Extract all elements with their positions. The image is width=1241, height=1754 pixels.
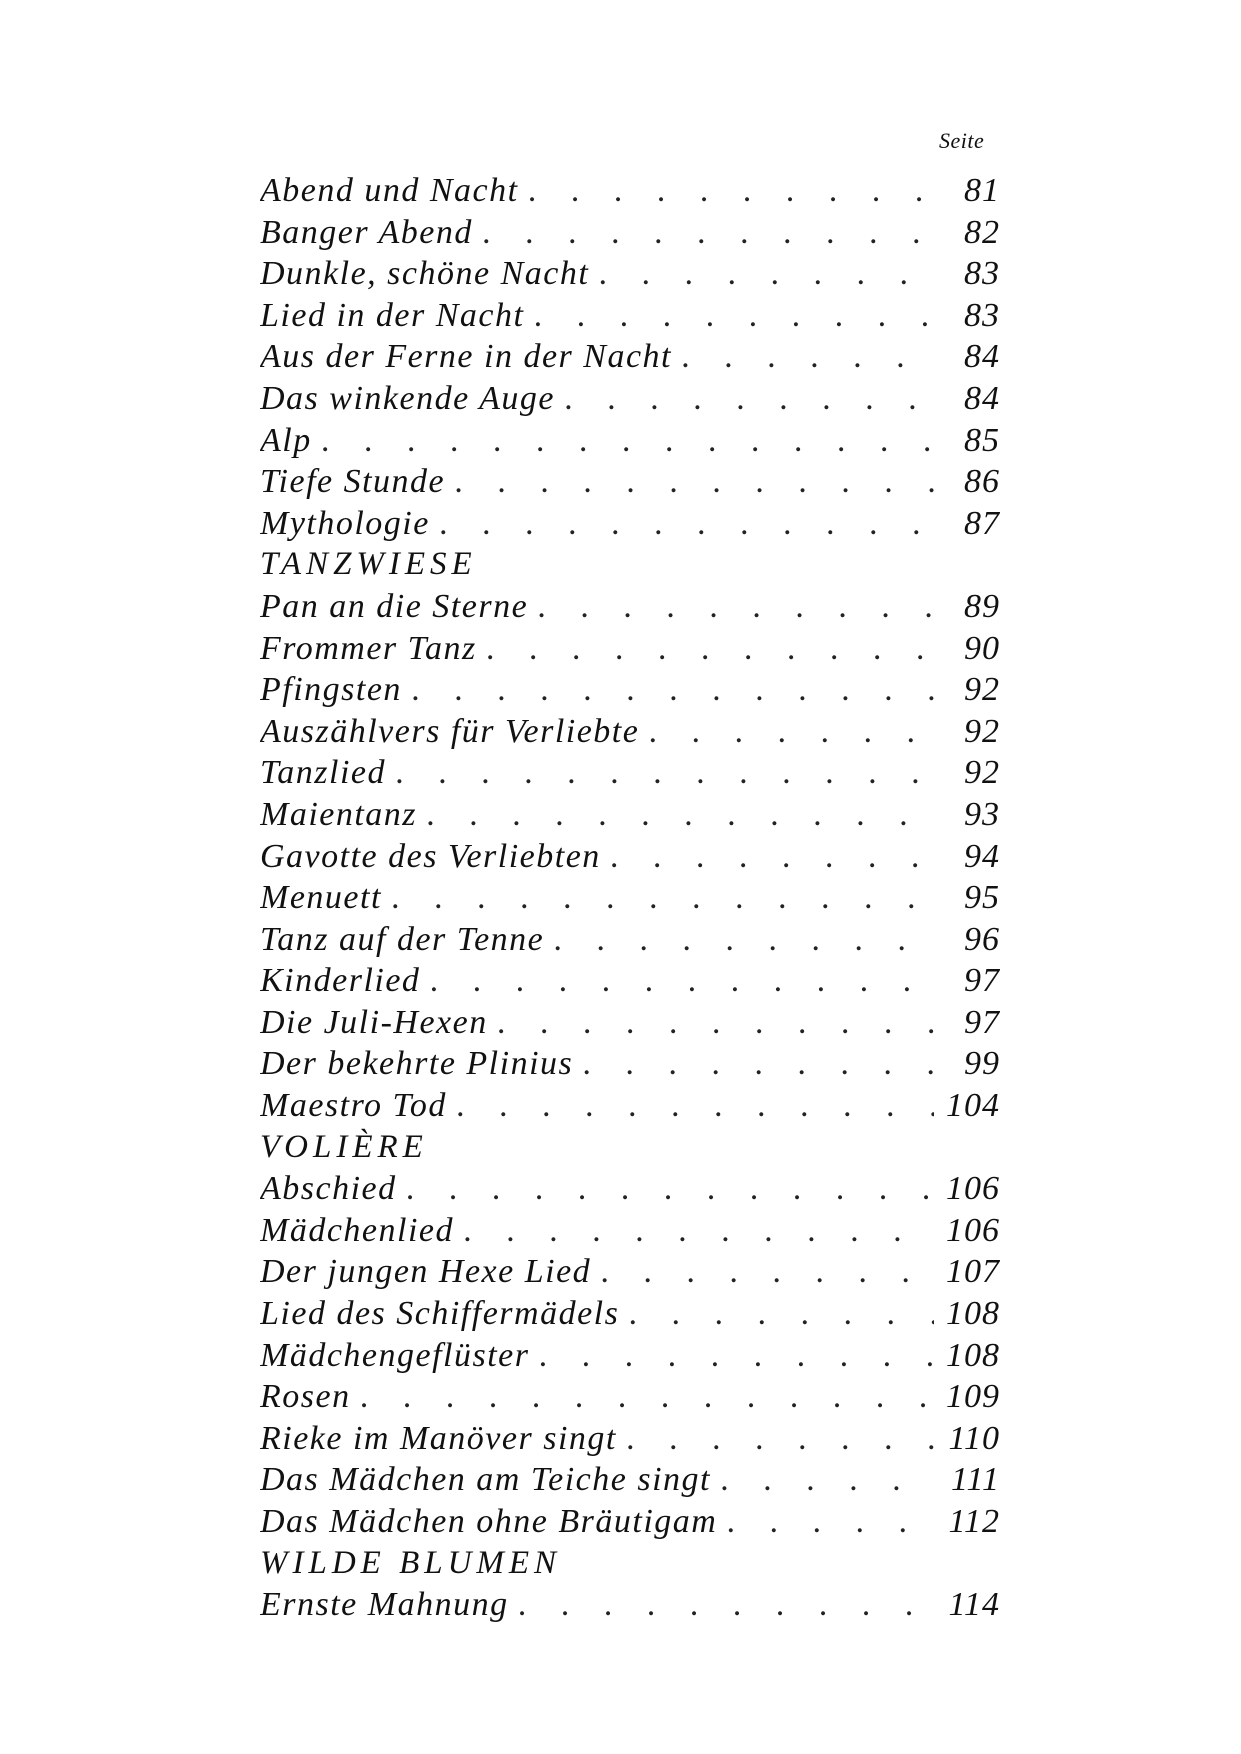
dot-leader	[599, 253, 934, 295]
entry-page-number: 83	[964, 296, 1000, 334]
toc-entry	[260, 461, 1000, 503]
dot-leader	[464, 1210, 934, 1252]
toc-entry	[260, 960, 1000, 1002]
toc-entry	[260, 836, 1000, 878]
toc-section-heading	[260, 544, 1000, 586]
dot-leader	[483, 212, 934, 254]
entry-title: Tanzlied	[260, 754, 387, 792]
entry-title: Auszählvers für Verliebte	[260, 712, 640, 750]
entry-page-number: 107	[946, 1253, 1000, 1291]
entry-page-number: 108	[946, 1295, 1000, 1333]
entry-title: Das winkende Auge	[260, 379, 555, 417]
dot-leader	[440, 503, 934, 545]
entry-title: Lied in der Nacht	[260, 296, 525, 334]
entry-page-number: 93	[964, 795, 1000, 833]
dot-leader	[529, 170, 934, 212]
dot-leader	[611, 836, 934, 878]
entry-page-number: 110	[948, 1419, 1000, 1457]
entry-title: Rosen	[260, 1378, 351, 1416]
dot-leader	[487, 628, 934, 670]
toc-entry	[260, 1043, 1000, 1085]
section-title: TANZWIESE	[260, 546, 477, 583]
toc-entry	[260, 253, 1000, 295]
entry-title: Der jungen Hexe Lied	[260, 1253, 592, 1291]
entry-page-number: 90	[964, 629, 1000, 667]
toc-entry	[260, 752, 1000, 794]
toc-entry	[260, 1501, 1000, 1543]
toc-section-heading	[260, 1127, 1000, 1169]
entry-page-number: 92	[964, 712, 1000, 750]
entry-page-number: 92	[964, 754, 1000, 792]
toc-entry	[260, 1293, 1000, 1335]
toc-entry	[260, 503, 1000, 545]
dot-leader	[457, 1085, 934, 1127]
section-title: VOLIÈRE	[260, 1128, 428, 1165]
dot-leader	[682, 336, 934, 378]
toc-entry	[260, 1376, 1000, 1418]
entry-title: Aus der Ferne in der Nacht	[260, 338, 672, 376]
entry-page-number: 87	[964, 504, 1000, 542]
entry-title: Maestro Tod	[260, 1087, 447, 1125]
entry-page-number: 106	[946, 1211, 1000, 1249]
dot-leader	[519, 1584, 934, 1626]
dot-leader	[601, 1251, 934, 1293]
dot-leader	[430, 960, 934, 1002]
entry-page-number: 97	[964, 1003, 1000, 1041]
entry-title: Ernste Mahnung	[260, 1586, 509, 1624]
entry-page-number: 111	[951, 1461, 1000, 1499]
entry-page-number: 97	[964, 962, 1000, 1000]
dot-leader	[629, 1293, 934, 1335]
toc-entry	[260, 586, 1000, 628]
toc-entry	[260, 711, 1000, 753]
toc-entry	[260, 1002, 1000, 1044]
toc-entry	[260, 1085, 1000, 1127]
toc-entry	[260, 794, 1000, 836]
toc-entry	[260, 1335, 1000, 1377]
toc-entry	[260, 212, 1000, 254]
entry-title: Pfingsten	[260, 671, 402, 709]
dot-leader	[455, 461, 934, 503]
toc-entry	[260, 1584, 1000, 1626]
dot-leader	[322, 420, 934, 462]
dot-leader	[627, 1418, 934, 1460]
dot-leader	[540, 1335, 935, 1377]
toc-entry	[260, 420, 1000, 462]
entry-page-number: 83	[964, 255, 1000, 293]
toc-entry	[260, 877, 1000, 919]
dot-leader	[554, 919, 934, 961]
dot-leader	[427, 794, 934, 836]
dot-leader	[412, 669, 934, 711]
entry-title: Pan an die Sterne	[260, 587, 529, 625]
toc-section-heading	[260, 1543, 1000, 1585]
entry-page-number: 95	[964, 879, 1000, 917]
entry-title: Mythologie	[260, 504, 430, 542]
entry-title: Dunkle, schöne Nacht	[260, 255, 590, 293]
entry-page-number: 108	[946, 1336, 1000, 1374]
entry-page-number: 92	[964, 671, 1000, 709]
section-title: WILDE BLUMEN	[260, 1544, 562, 1581]
dot-leader	[721, 1459, 934, 1501]
entry-page-number: 104	[946, 1087, 1000, 1125]
entry-title: Rieke im Manöver singt	[260, 1419, 617, 1457]
entry-title: Das Mädchen am Teiche singt	[260, 1461, 711, 1499]
toc-entry	[260, 378, 1000, 420]
entry-title: Maientanz	[260, 795, 418, 833]
dot-leader	[396, 752, 934, 794]
entry-title: Lied des Schiffermädels	[260, 1295, 620, 1333]
entry-title: Kinderlied	[260, 962, 421, 1000]
toc-entry	[260, 1418, 1000, 1460]
dot-leader	[727, 1501, 934, 1543]
entry-title: Banger Abend	[260, 213, 473, 251]
entry-title: Der bekehrte Plinius	[260, 1045, 574, 1083]
entry-page-number: 81	[964, 172, 1000, 209]
entry-title: Mädchenlied	[260, 1211, 454, 1249]
toc-entry	[260, 1168, 1000, 1210]
entry-page-number: 109	[946, 1378, 1000, 1416]
entry-title: Tanz auf der Tenne	[260, 920, 545, 958]
entry-page-number: 96	[964, 920, 1000, 958]
dot-leader	[583, 1043, 934, 1085]
dot-leader	[534, 295, 934, 337]
toc-entry	[260, 1459, 1000, 1501]
entry-page-number: 84	[964, 379, 1000, 417]
entry-title: Die Juli-Hexen	[260, 1003, 488, 1041]
entry-page-number: 99	[964, 1045, 1000, 1083]
entry-page-number: 112	[948, 1503, 1000, 1540]
dot-leader	[392, 877, 934, 919]
entry-page-number: 89	[964, 587, 1000, 625]
dot-leader	[649, 711, 934, 753]
entry-page-number: 85	[964, 421, 1000, 459]
toc-entry	[260, 669, 1000, 711]
entry-page-number: 86	[964, 463, 1000, 501]
table-of-contents	[260, 170, 1000, 1626]
toc-entry	[260, 1251, 1000, 1293]
entry-page-number: 82	[964, 213, 1000, 251]
toc-entry	[260, 295, 1000, 337]
dot-leader	[565, 378, 934, 420]
entry-title: Gavotte des Verliebten	[260, 837, 601, 875]
toc-entry	[260, 336, 1000, 378]
entry-page-number: 106	[946, 1170, 1000, 1208]
entry-title: Mädchengeflüster	[260, 1336, 530, 1374]
entry-page-number: 94	[964, 837, 1000, 875]
entry-page-number: 114	[948, 1586, 1000, 1624]
entry-title: Abschied	[260, 1170, 397, 1208]
toc-entry	[260, 628, 1000, 670]
entry-title: Abend und Nacht	[260, 172, 519, 209]
entry-page-number: 84	[964, 338, 1000, 376]
entry-title: Menuett	[260, 879, 382, 917]
toc-entry	[260, 919, 1000, 961]
page-column-header: Seite	[939, 128, 985, 153]
dot-leader	[538, 586, 934, 628]
dot-leader	[498, 1002, 934, 1044]
toc-entry	[260, 170, 1000, 212]
entry-title: Tiefe Stunde	[260, 463, 446, 501]
entry-title: Das Mädchen ohne Bräutigam	[260, 1503, 718, 1540]
toc-entry	[260, 1210, 1000, 1252]
entry-title: Alp	[260, 421, 312, 459]
dot-leader	[361, 1376, 934, 1418]
entry-title: Frommer Tanz	[260, 629, 477, 667]
dot-leader	[407, 1168, 934, 1210]
